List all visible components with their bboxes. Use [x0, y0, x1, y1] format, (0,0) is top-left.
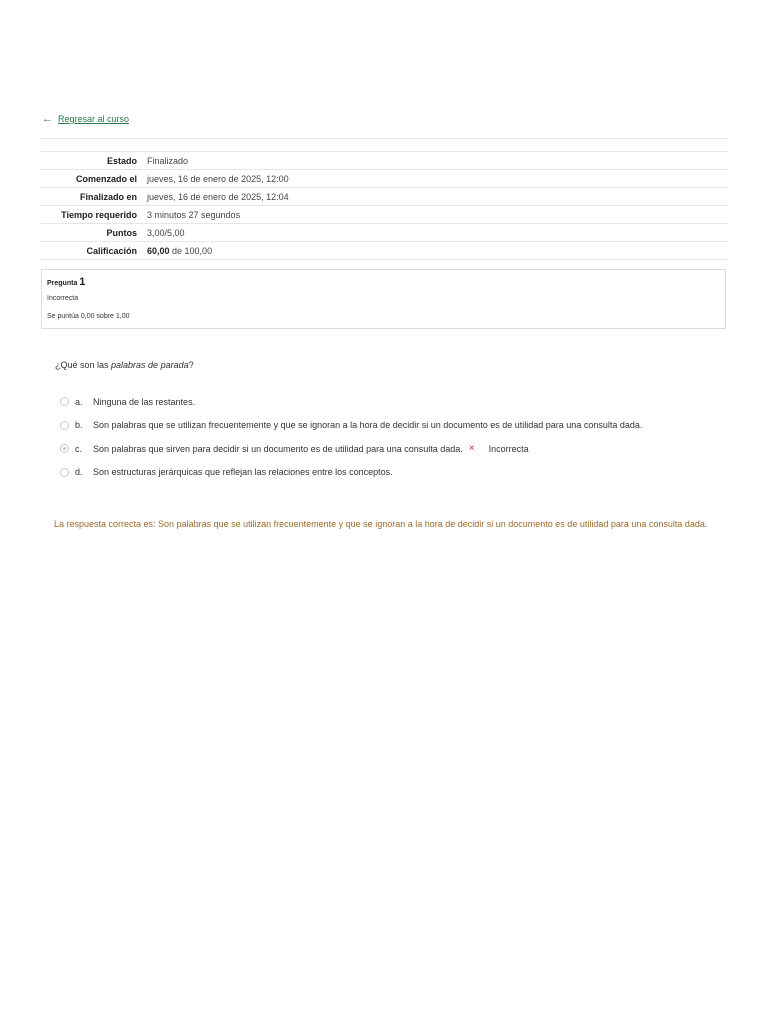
- summary-value: [142, 242, 728, 260]
- answer-radio[interactable]: [60, 468, 69, 477]
- summary-label: Comenzado el: [41, 170, 142, 188]
- summary-row: [41, 224, 728, 242]
- answer-text: Son palabras que se utilizan frecuentemente y que se ignoran a la hora de decidir si un documento es de utilidad para una consulta dada.: [93, 420, 643, 431]
- question-label: Pregunta: [47, 280, 78, 287]
- answer-options: [60, 390, 740, 484]
- summary-value: 3 minutos 27 segundos: [142, 206, 728, 224]
- summary-value: jueves, 16 de enero de 2025, 12:00: [142, 170, 728, 188]
- summary-row: [41, 242, 728, 260]
- summary-label: Puntos: [41, 224, 142, 242]
- question-info-box: [41, 269, 726, 329]
- question-title: [47, 276, 85, 288]
- answer-feedback: Incorrecta: [488, 443, 529, 454]
- question-text-term: palabras de parada: [111, 360, 189, 370]
- answer-option-a: [60, 390, 740, 414]
- grade-total: de 100,00: [169, 245, 213, 256]
- answer-option-b: [60, 414, 740, 438]
- question-grade: Se puntúa 0,00 sobre 1,00: [47, 313, 130, 320]
- summary-value: Finalizado: [142, 152, 728, 170]
- answer-radio[interactable]: [60, 397, 69, 406]
- summary-row: [41, 170, 728, 188]
- incorrect-x-icon: ×: [468, 443, 475, 455]
- answer-radio[interactable]: [60, 421, 69, 430]
- question-state: Incorrecta: [47, 295, 79, 302]
- summary-label: Tiempo requerido: [41, 206, 142, 224]
- back-to-course-link[interactable]: [42, 113, 129, 125]
- summary-value: jueves, 16 de enero de 2025, 12:04: [142, 188, 728, 206]
- summary-table: [41, 151, 728, 260]
- answer-option-c: [60, 437, 740, 461]
- answer-text: Ninguna de las restantes.: [93, 396, 196, 407]
- summary-label: Estado: [41, 152, 142, 170]
- summary-row: [41, 188, 728, 206]
- answer-text: Son palabras que sirven para decidir si un documento es de utilidad para una consulta dada.: [93, 443, 463, 454]
- back-to-course-label: Regresar al curso: [58, 114, 130, 124]
- summary-row: [41, 206, 728, 224]
- summary-value: 3,00/5,00: [142, 224, 728, 242]
- summary-label: Calificación: [41, 242, 142, 260]
- answer-letter: b.: [75, 420, 83, 431]
- grade-value: 60,00: [147, 245, 170, 256]
- summary-row: [41, 152, 728, 170]
- question-text: [55, 360, 194, 370]
- summary-label: Finalizado en: [41, 188, 142, 206]
- question-text-end: ?: [188, 360, 194, 370]
- answer-letter: a.: [75, 396, 83, 407]
- question-number: 1: [79, 276, 86, 288]
- arrow-left-icon: ←: [42, 113, 53, 125]
- answer-letter: d.: [75, 467, 83, 478]
- attempt-summary: [41, 138, 728, 260]
- answer-option-d: [60, 461, 740, 485]
- question-text-start: ¿Qué son las: [55, 360, 112, 370]
- answer-radio-selected[interactable]: [60, 444, 69, 453]
- correct-answer-feedback: La respuesta correcta es: Son palabras que se utilizan frecuentemente y que se ignoran a la hora de decidir si un documento es de utilidad para una consulta dada.: [54, 519, 708, 529]
- answer-text: Son estructuras jerárquicas que reflejan las relaciones entre los conceptos.: [93, 467, 393, 478]
- answer-letter: c.: [75, 443, 83, 454]
